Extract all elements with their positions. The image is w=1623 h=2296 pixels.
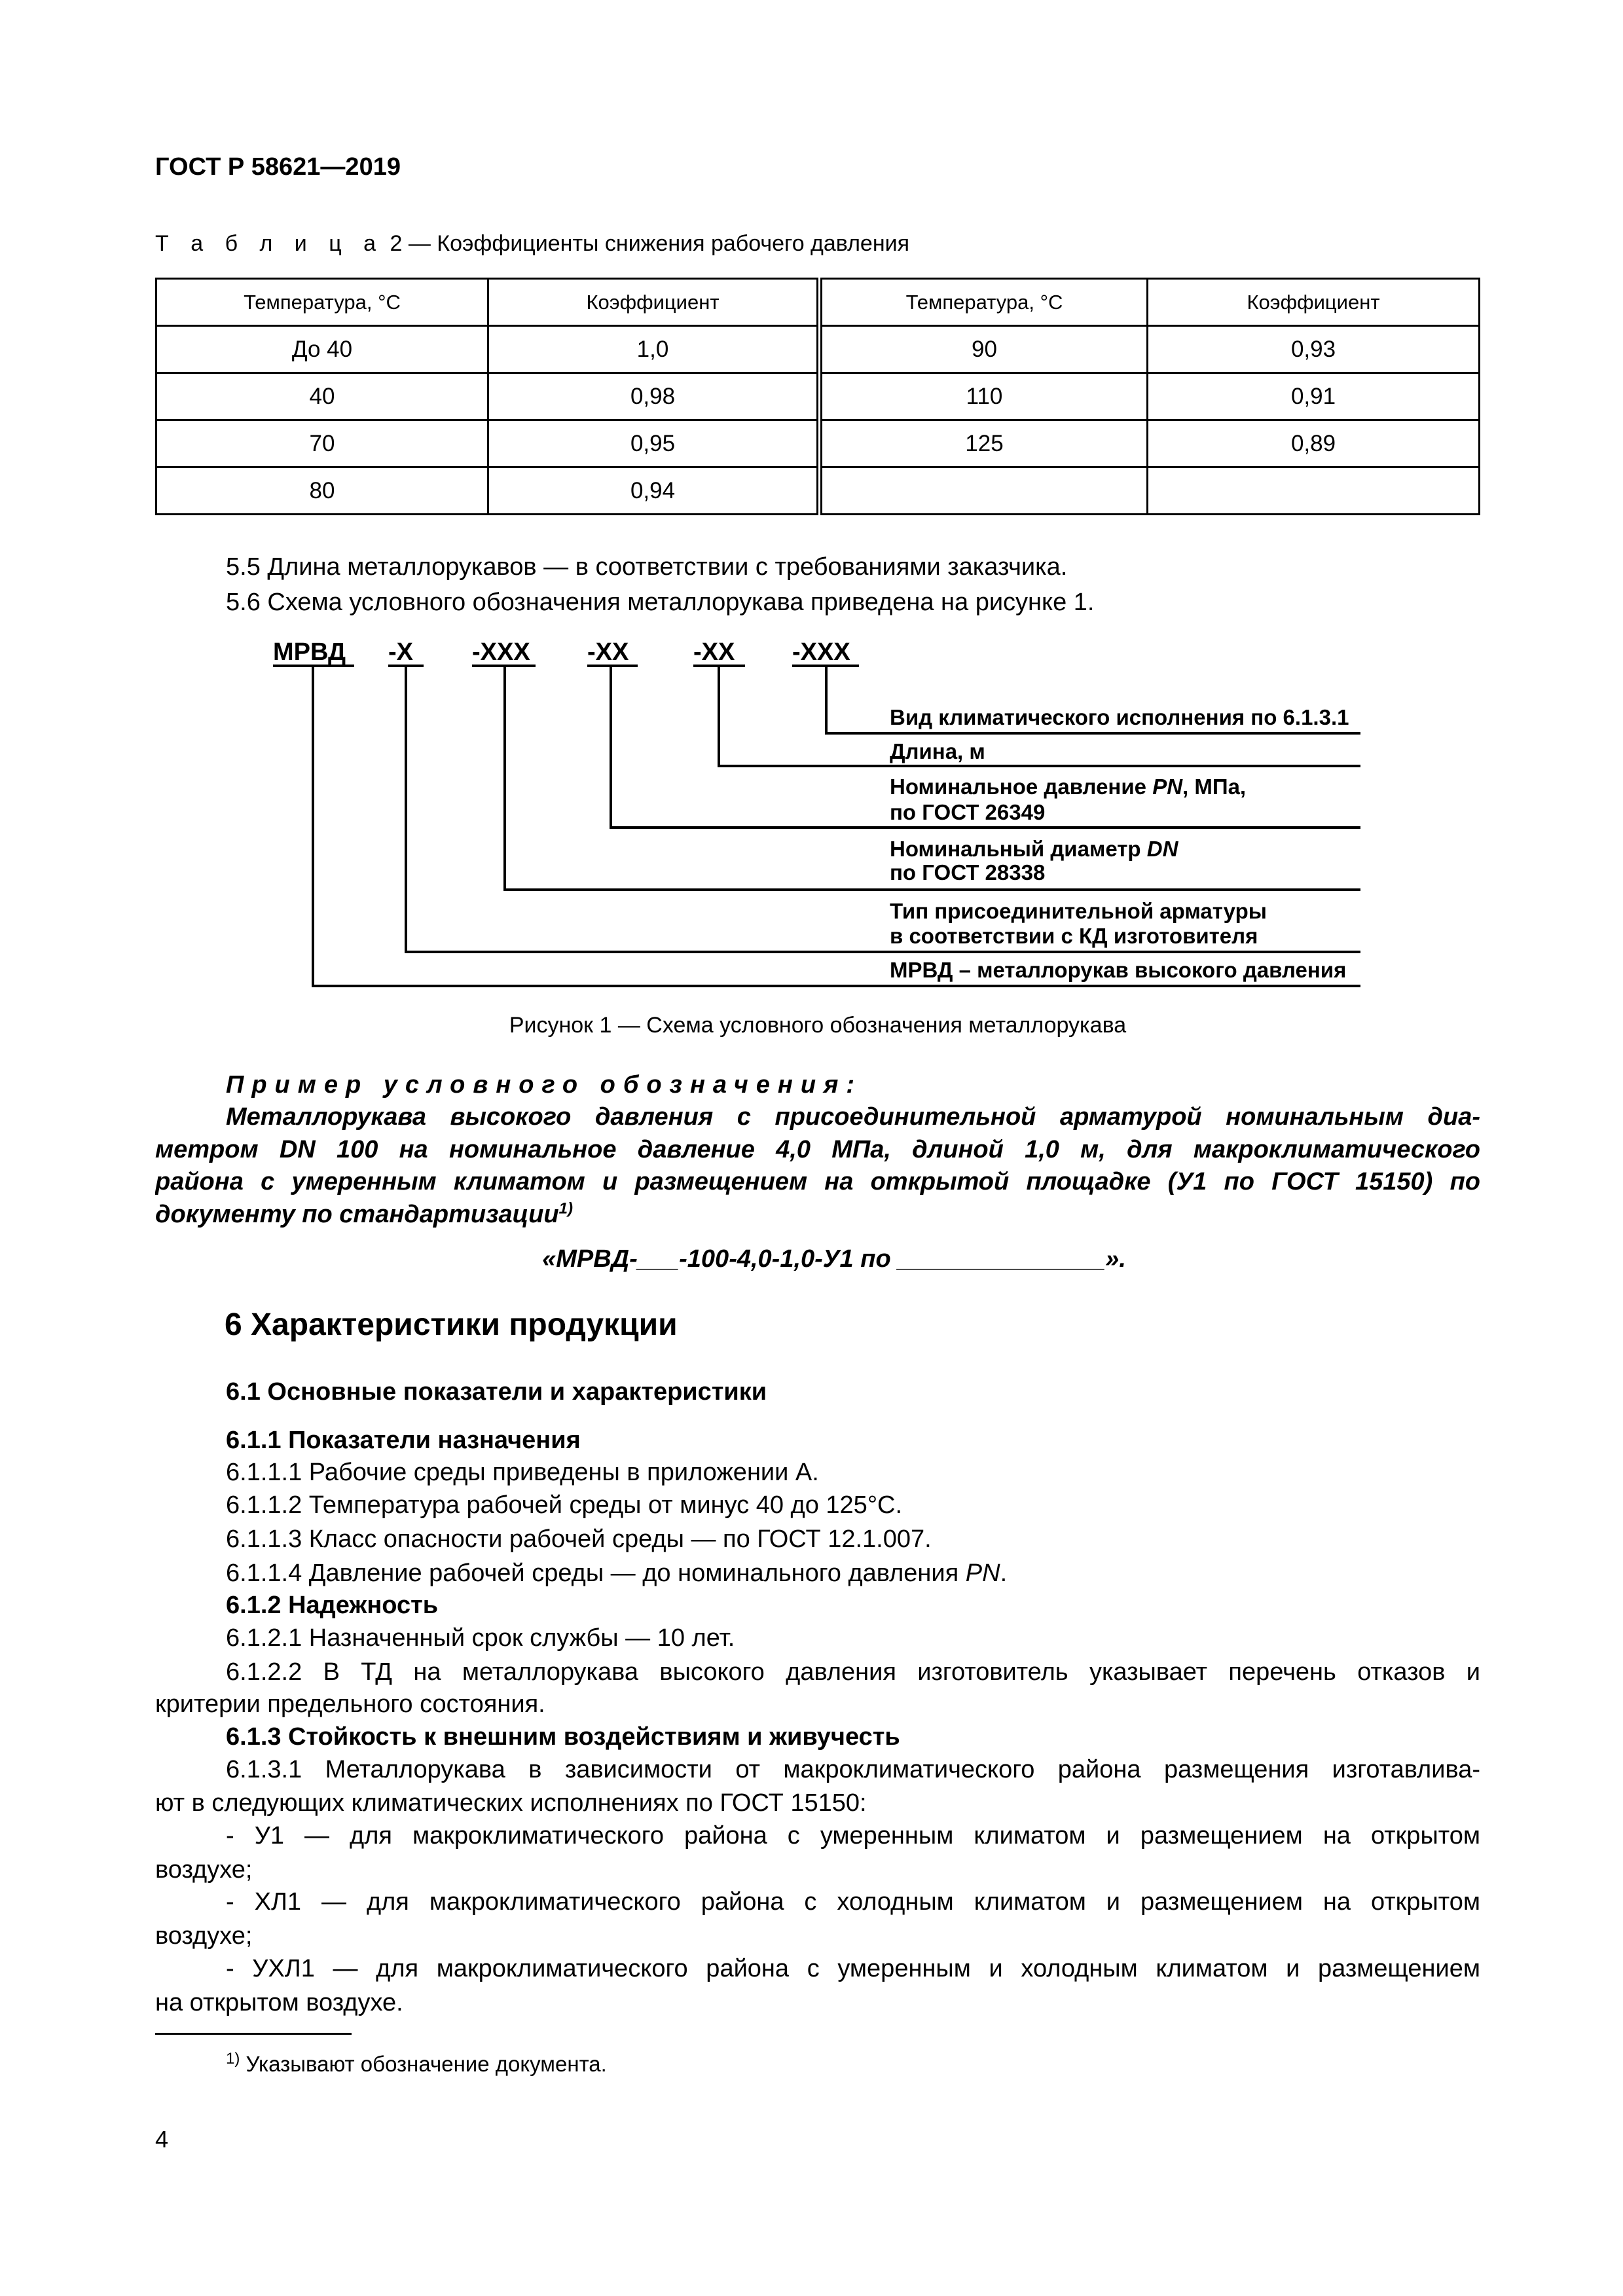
example-formula: «МРВД-___-100-4,0-1,0-У1 по _______________».: [542, 1245, 1126, 1273]
table-cell: 80: [156, 467, 488, 515]
table-cell: До 40: [156, 326, 488, 373]
list-item-uhl1-cont: на открытом воздухе.: [155, 1989, 403, 2016]
table-cell: 40: [156, 373, 488, 420]
table-caption-text: 2 — Коэффициенты снижения рабочего давления: [390, 231, 910, 256]
label-fitting-2: в соответствии с КД изготовителя: [890, 924, 1258, 948]
list-item-hl1-cont: воздухе;: [155, 1922, 253, 1950]
table-cell: 70: [156, 420, 488, 467]
table-cell: 110: [820, 373, 1148, 420]
item-6-1-2-2: 6.1.2.2 В ТД на металлорукава высокого давления изготовитель указывает перечень отказов и: [226, 1658, 1480, 1686]
example-title: Пример условного обозначения:: [226, 1071, 863, 1099]
list-item-hl1: - ХЛ1 — для макроклиматического района с холодным климатом и размещением на открытом: [226, 1888, 1480, 1916]
item-6-1-1-2: 6.1.1.2 Температура рабочей среды от минус 40 до 125°С.: [226, 1491, 903, 1519]
section-6-title: 6 Характеристики продукции: [225, 1307, 678, 1342]
label-mrvd: МРВД – металлорукав высокого давления: [890, 958, 1347, 982]
paragraph-5-6: 5.6 Схема условного обозначения металлорукава приведена на рисунке 1.: [226, 589, 1095, 616]
list-item-u1: - У1 — для макроклиматического района с умеренным климатом и размещением на открытом: [226, 1822, 1480, 1850]
footnote-divider: [155, 2033, 352, 2035]
item-6-1-2-2-cont: критерии предельного состояния.: [155, 1690, 545, 1718]
item-6-1-1-4: 6.1.1.4 Давление рабочей среды — до номинального давления PN.: [226, 1559, 1008, 1587]
item-6-1-3-1: 6.1.3.1 Металлорукава в зависимости от макроклиматического района размещения изготавлива-: [226, 1756, 1480, 1783]
example-line: района с умеренным климатом и размещением на открытой площадке (У1 по ГОСТ 15150) по: [155, 1168, 1480, 1195]
item-6-1-3-1-cont: ют в следующих климатических исполнениях по ГОСТ 15150:: [155, 1789, 867, 1817]
table-cell: 0,95: [488, 420, 820, 467]
item-6-1-1-3: 6.1.1.3 Класс опасности рабочей среды — по ГОСТ 12.1.007.: [226, 1525, 932, 1553]
label-fitting: Тип присоединительной арматуры: [890, 899, 1267, 923]
code-climate: -ХХХ: [792, 638, 850, 666]
example-line: документу по стандартизации$^{1)}$: [155, 1199, 573, 1228]
label-climate: Вид климатического исполнения по 6.1.3.1: [890, 705, 1349, 729]
code-diameter: -ХХХ: [472, 638, 530, 666]
table-header: Коэффициент: [488, 279, 820, 326]
table-cell: 0,93: [1148, 326, 1480, 373]
item-6-1-1-1: 6.1.1.1 Рабочие среды приведены в приложении А.: [226, 1459, 819, 1486]
figure-caption: Рисунок 1 — Схема условного обозначения металлорукава: [509, 1013, 1127, 1038]
table-header: Температура, °С: [156, 279, 488, 326]
footnote: $^{1)}$ Указывают обозначение документа.: [226, 2050, 607, 2076]
section-6-1-title: 6.1 Основные показатели и характеристики: [226, 1378, 767, 1406]
table-header: Коэффициент: [1148, 279, 1480, 326]
code-length: -ХХ: [693, 638, 735, 666]
document-header: ГОСТ Р 58621—2019: [155, 153, 401, 181]
item-6-1-2-1: 6.1.2.1 Назначенный срок службы — 10 лет.: [226, 1624, 735, 1652]
paragraph-5-5: 5.5 Длина металлорукавов — в соответствии с требованиями заказчика.: [226, 553, 1068, 581]
code-fitting: -Х: [388, 638, 413, 666]
label-pressure-standard: по ГОСТ 26349: [890, 800, 1046, 824]
example-line: Металлорукава высокого давления с присоединительной арматурой номинальным диа-: [226, 1103, 1480, 1131]
label-diameter: Номинальный диаметр DN: [890, 837, 1178, 861]
page-number: 4: [155, 2126, 169, 2153]
list-item-u1-cont: воздухе;: [155, 1856, 253, 1884]
footnote-ref[interactable]: 1): [558, 1199, 573, 1218]
label-length: Длина, м: [890, 739, 985, 763]
section-6-1-3-title: 6.1.3 Стойкость к внешним воздействиям и живучесть: [226, 1723, 900, 1751]
code-mrvd: МРВД: [273, 638, 346, 666]
designation-diagram: [0, 0, 1623, 1048]
table-cell: 0,91: [1148, 373, 1480, 420]
table-cell: 0,98: [488, 373, 820, 420]
example-line: метром DN 100 на номинальное давление 4,0 МПа, длиной 1,0 м, для макроклиматического: [155, 1136, 1480, 1163]
code-pressure: -ХХ: [587, 638, 629, 666]
label-diameter-standard: по ГОСТ 28338: [890, 860, 1046, 884]
label-pressure: Номинальное давление PN, МПа,: [890, 774, 1247, 799]
table-cell: 1,0: [488, 326, 820, 373]
table-cell: 0,94: [488, 467, 820, 515]
table-caption-prefix: Т а б л и ц а: [155, 231, 384, 256]
table-cell: 0,89: [1148, 420, 1480, 467]
table-cell: 125: [820, 420, 1148, 467]
section-6-1-2-title: 6.1.2 Надежность: [226, 1592, 439, 1619]
section-6-1-1-title: 6.1.1 Показатели назначения: [226, 1427, 581, 1454]
table-header: Температура, °С: [820, 279, 1148, 326]
list-item-uhl1: - УХЛ1 — для макроклиматического района с умеренным и холодным климатом и размещением: [226, 1955, 1480, 1982]
table-cell: 90: [820, 326, 1148, 373]
